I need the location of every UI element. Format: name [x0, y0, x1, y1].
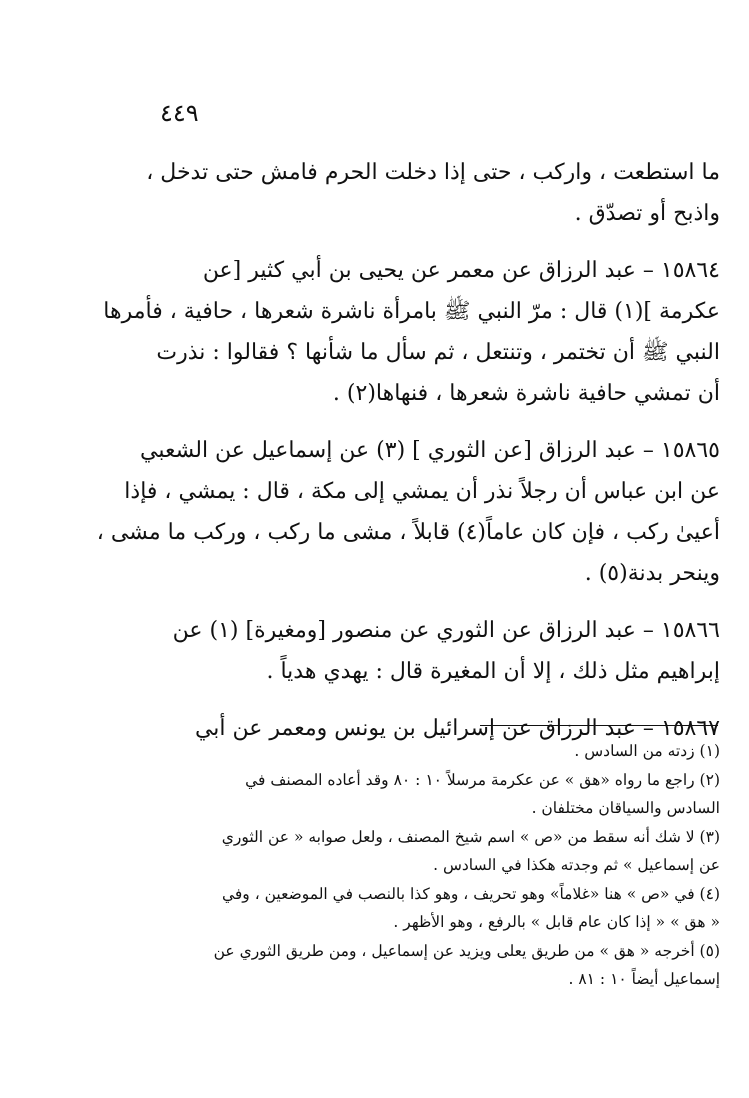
- text-line: ١٥٨٦٦ – عبد الرزاق عن الثوري عن منصور [ومغيرة] (١) عن: [172, 618, 720, 643]
- footnote-line: (٣) لا شك أنه سقط من «ص » اسم شيخ المصنف ، ولعل صوابه « عن الثوري: [221, 827, 720, 846]
- text-line: إبراهيم مثل ذلك ، إلا أن المغيرة قال : يهدي هدياً .: [266, 659, 720, 684]
- footnote-line: (٢) راجع ما رواه «هق » عن عكرمة مرسلاً ١٠ : ٨٠ وقد أعاده المصنف في: [245, 770, 720, 789]
- hadith-15865: [96, 430, 720, 594]
- text-line: ١٥٨٦٥ – عبد الرزاق [عن الثوري ] (٣) عن إسماعيل عن الشعبي: [140, 438, 720, 463]
- text-line: ما استطعت ، واركب ، حتى إذا دخلت الحرم فامش حتى تدخل ،: [146, 160, 720, 185]
- paragraph-continuation: [146, 152, 720, 234]
- main-text: [96, 152, 720, 749]
- footnote-line: إسماعيل أيضاً ١٠ : ٨١ .: [568, 970, 720, 988]
- footnote-line: (٤) في «ص » هنا «غلاماً» وهو تحريف ، وهو كذا بالنصب في الموضعين ، وفي: [221, 884, 720, 903]
- text-line: وينحر بدنة(٥) .: [584, 561, 720, 586]
- footnote-divider: [480, 725, 718, 726]
- hadith-15864: [103, 250, 720, 414]
- text-line: النبي ﷺ أن تختمر ، وتنتعل ، ثم سأل ما شأنها ؟ فقالوا : نذرت: [156, 340, 720, 365]
- text-line: أعيىٰ ركب ، فإن كان عاماً(٤) قابلاً ، مشى ما ركب ، وركب ما مشى ،: [96, 520, 720, 545]
- footnote-line: (٥) أخرجه « هق » من طريق يعلى ويزيد عن إسماعيل ، ومن طريق الثوري عن: [213, 941, 720, 960]
- text-line: عن ابن عباس أن رجلاً نذر أن يمشي إلى مكة ، قال : يمشي ، فإذا: [124, 479, 720, 504]
- text-line: عكرمة ](١) قال : مرّ النبي ﷺ بامرأة ناشرة شعرها ، حافية ، فأمرها: [103, 299, 720, 324]
- text-line: واذبح أو تصدّق .: [574, 201, 720, 226]
- page-number: ٤٤٩: [160, 99, 199, 127]
- text-line: ١٥٨٦٧ – عبد الرزاق عن إسرائيل بن يونس ومعمر عن أبي: [194, 716, 720, 741]
- footnote-line: عن إسماعيل » ثم وجدته هكذا في السادس .: [433, 856, 720, 874]
- text-line: ١٥٨٦٤ – عبد الرزاق عن معمر عن يحيى بن أبي كثير [عن: [202, 258, 720, 283]
- footnote-line: « هق » « إذا كان عام قابل » بالرفع ، وهو الأظهر .: [393, 913, 720, 931]
- footnotes: [180, 737, 720, 994]
- footnote-line: (١) زدته من السادس .: [574, 742, 720, 760]
- text-line: أن تمشي حافية ناشرة شعرها ، فنهاها(٢) .: [332, 381, 720, 406]
- hadith-15866: [160, 610, 720, 692]
- footnote-line: السادس والسياقان مختلفان .: [531, 799, 720, 817]
